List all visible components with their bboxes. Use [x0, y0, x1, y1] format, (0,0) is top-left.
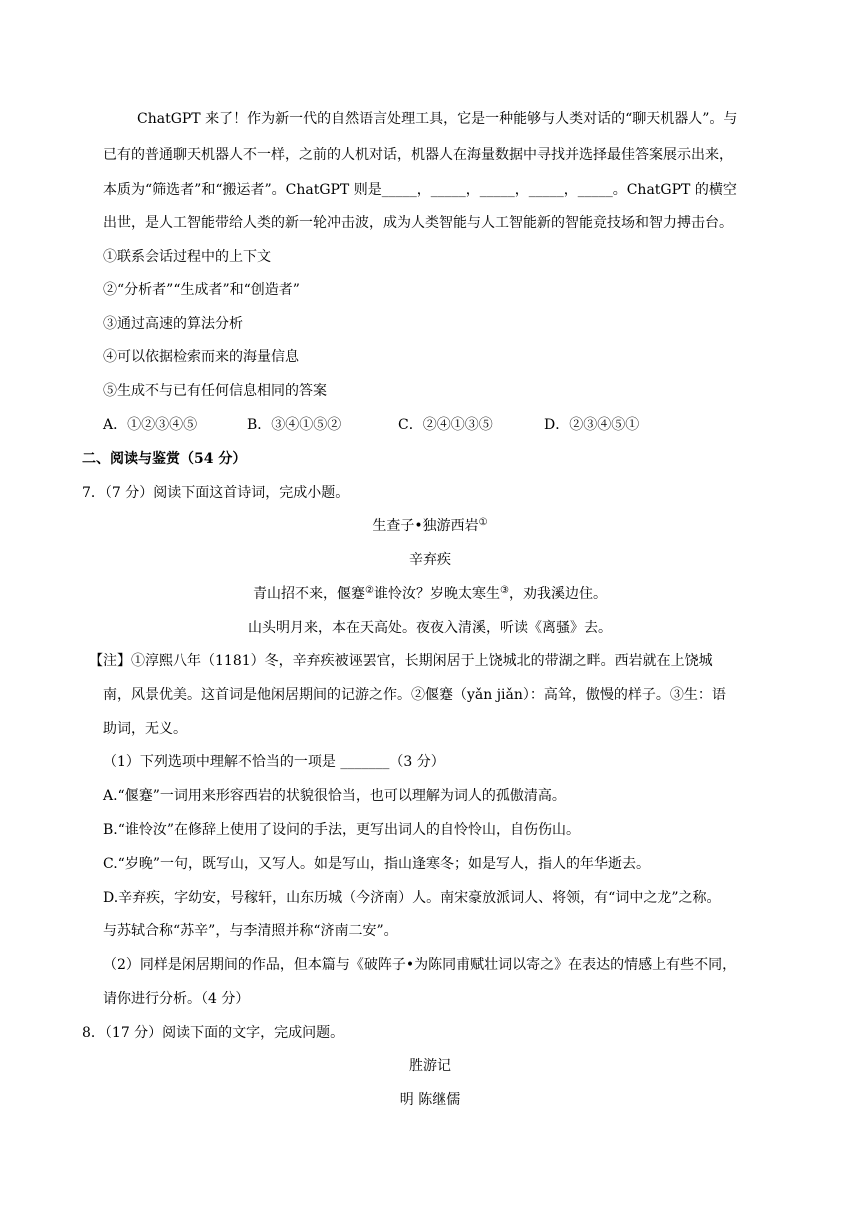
q7-sub2-line-2: 请你进行分析。（4 分）: [103, 991, 250, 1007]
poem-author: 辛弃疾: [409, 552, 451, 568]
q7-sub1-option-a: A.“偃蹇”一词用来形容西岩的状貌很恰当，也可以理解为词人的孤傲清高。: [103, 788, 566, 804]
q7-sub2-line-1: （2）同样是闲居期间的作品，但本篇与《破阵子•为陈同甫赋壮词以寄之》在表达的情感上有些不同，: [103, 957, 737, 973]
verse-1-note-mark-2: ③: [500, 585, 509, 596]
q6-item-5: ⑤生成不与已有任何信息相同的答案: [103, 383, 327, 399]
q7-note-line-3: 助词，无义。: [103, 721, 187, 737]
q7-sub1-option-d-cont: 与苏轼合称“苏辛”，与李清照并称“济南二安”。: [103, 923, 398, 939]
q7-sub1-option-d: D.辛弃疾，字幼安，号稼轩，山东历城（今济南）人。南宋豪放派词人、将领，有“词中之龙”之称。: [103, 890, 721, 906]
poem-verse-2: 山头明月来，本在天高处。夜夜入清溪，听读《离骚》去。: [248, 620, 612, 636]
q7-note-line-1: 【注】①淳熙八年（1181）冬，辛弃疾被诬罢官，长期闲居于上饶城北的带湖之畔。西岩就在上饶城: [89, 653, 713, 669]
verse-1-part-c: ，劝我溪边住。: [508, 586, 607, 602]
q6-option-d: D．②③④⑤①: [544, 417, 640, 433]
q6-passage-line-1: ChatGPT 来了！作为新一代的自然语言处理工具，它是一种能够与人类对话的“聊天机器人”。与: [137, 111, 738, 127]
verse-1-part-b: 谁怜汝？岁晚太寒生: [374, 586, 500, 602]
poem-title-note-mark: ①: [478, 517, 488, 528]
q7-stem: 7．（7 分）阅读下面这首诗词，完成小题。: [82, 485, 350, 501]
poem-title-text: 生查子•独游西岩: [372, 518, 479, 534]
q7-sub1-stem: （1）下列选项中理解不恰当的一项是 _______（3 分）: [103, 754, 445, 770]
q7-sub1-option-c: C.“岁晚”一句，既写山，又写人。如是写山，指山逢寒冬；如是写人，指人的年华逝去。: [103, 856, 650, 872]
q7-sub1-option-b: B.“谁怜汝”在修辞上使用了设问的手法，更写出词人的自怜怜山，自伤伤山。: [103, 822, 581, 838]
q6-option-a: A．①②③④⑤: [103, 417, 198, 433]
poem-verse-1: [0, 584, 860, 604]
verse-1-part-a: 青山招不来，偃蹇: [253, 586, 366, 602]
q6-item-2: ②“分析者”“生成者”和“创造者”: [103, 282, 300, 298]
q6-item-1: ①联系会话过程中的上下文: [103, 249, 271, 265]
q8-title: 胜游记: [409, 1058, 451, 1074]
q6-option-c: C．②④①③⑤: [398, 417, 493, 433]
q6-passage-line-2: 已有的普通聊天机器人不一样，之前的人机对话，机器人在海量数据中寻找并选择最佳答案展示出来，: [103, 147, 733, 163]
q7-note-line-2: 南，风景优美。这首词是他闲居期间的记游之作。②偃蹇（yǎn jiǎn）：高耸，傲慢的样子。③生：语: [103, 687, 726, 703]
poem-title: [0, 516, 860, 536]
section-heading: 二、阅读与鉴赏（54 分）: [82, 451, 247, 467]
q6-passage-line-4: 出世，是人工智能带给人类的新一轮冲击波，成为人类智能与人工智能新的智能竞技场和智力搏击台。: [103, 215, 733, 231]
q6-item-3: ③通过高速的算法分析: [103, 316, 243, 332]
q6-item-4: ④可以依据检索而来的海量信息: [103, 349, 299, 365]
q6-passage-line-3: 本质为“筛选者”和“搬运者”。ChatGPT 则是_____，_____，_____，_____，_____。ChatGPT 的横空: [103, 182, 737, 198]
q6-option-b: B．③④①⑤②: [247, 417, 342, 433]
verse-1-note-mark-1: ②: [365, 585, 374, 596]
q8-author: 明 陈继儒: [399, 1092, 461, 1108]
q8-stem: 8．（17 分）阅读下面的文字，完成问题。: [82, 1025, 345, 1041]
